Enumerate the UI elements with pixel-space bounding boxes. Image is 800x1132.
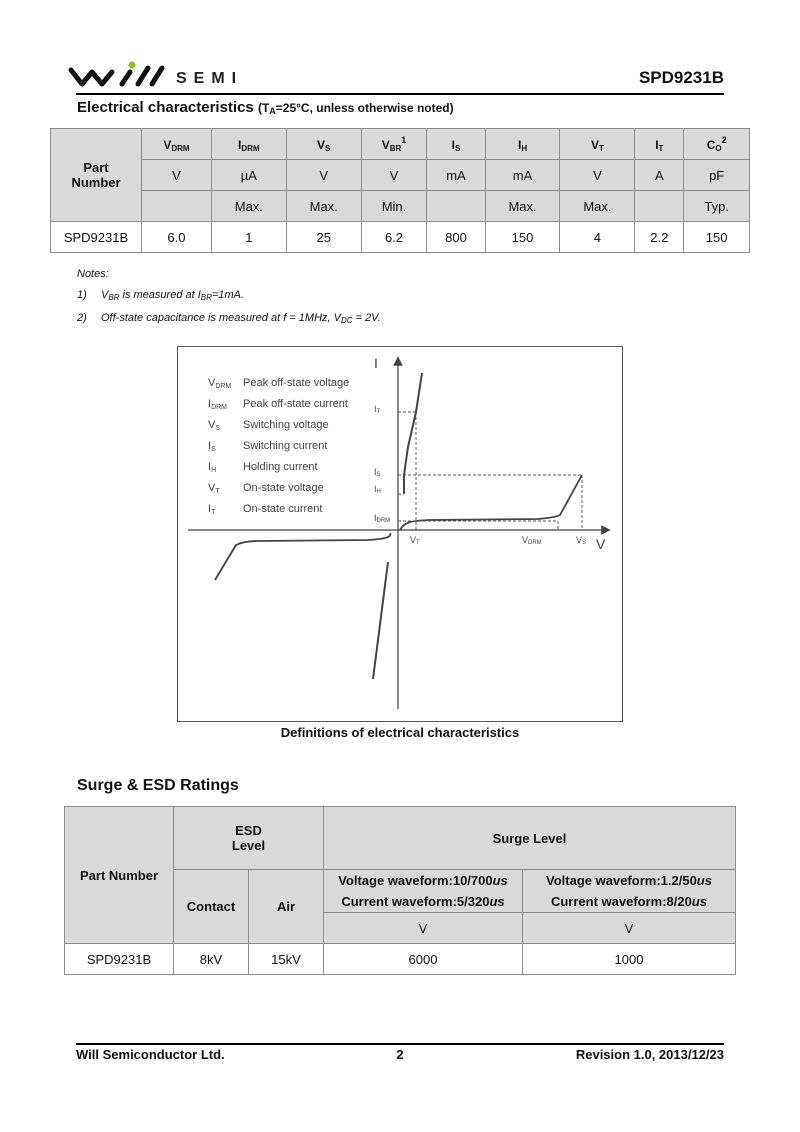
col-header: $C_O^2$ [684, 129, 750, 160]
electrical-characteristics-table [50, 128, 750, 253]
value-cell: 150 [684, 222, 750, 253]
surge-level-header: Surge Level [324, 807, 736, 870]
unit-cell: pF [684, 160, 750, 191]
unit-cell: V [142, 160, 212, 191]
footer-rule [76, 1043, 724, 1045]
unit-cell: µA [211, 160, 286, 191]
value-cell: 25 [286, 222, 361, 253]
value-cell: 1 [211, 222, 286, 253]
unit-cell: mA [427, 160, 485, 191]
surge1-cell: 6000 [324, 944, 523, 975]
unit-cell: V [324, 913, 523, 944]
value-cell: 150 [485, 222, 560, 253]
vdrm-label: VDRM [522, 535, 542, 546]
unit-cell: V [523, 913, 736, 944]
col-header: $V_T$ [560, 129, 635, 160]
guide-lines [398, 412, 582, 530]
value-cell: 6.0 [142, 222, 212, 253]
legend-row: $V_S$ Switching voltage [208, 419, 329, 432]
unit-cell: V [560, 160, 635, 191]
figure-caption: Definitions of electrical characteristics [280, 725, 520, 740]
limit-cell: Min. [361, 191, 427, 222]
unit-cell: V [286, 160, 361, 191]
waveform-1-header: Voltage waveform:10/700us Current waveform:5/320us [324, 870, 523, 913]
legend-row: $I_H$ Holding current [208, 461, 318, 474]
surge-section-title: Surge & ESD Ratings [77, 777, 239, 794]
table-row [65, 944, 736, 975]
limit-cell [427, 191, 485, 222]
limit-cell: Max. [211, 191, 286, 222]
idrm-label: IDRM [374, 513, 391, 524]
notes-block [77, 264, 381, 331]
limit-cell: Max. [560, 191, 635, 222]
col-header: $I_T$ [635, 129, 684, 160]
contact-header: Contact [174, 870, 249, 944]
note-item: 2) Off-state capacitance is measured at f = 1MHz, $V_{DC} = 2V$. [77, 312, 381, 325]
value-cell: 6.2 [361, 222, 427, 253]
value-cell: 800 [427, 222, 485, 253]
company-logo [68, 60, 268, 96]
footer-revision: Revision 1.0, 2013/12/23 [575, 1047, 724, 1062]
iv-characteristic-diagram [177, 346, 623, 722]
col-header: $I_S$ [427, 129, 485, 160]
unit-cell: mA [485, 160, 560, 191]
header-rule [76, 93, 724, 95]
i-axis-label: I [374, 355, 378, 371]
air-cell: 15kV [249, 944, 324, 975]
legend-row: $I_T$ On-state current [208, 503, 323, 516]
part-cell: SPD9231B [65, 944, 174, 975]
reverse-off-state-curve [215, 533, 390, 580]
it-label: IT [374, 404, 381, 415]
legend-row: $V_{DRM}$ Peak off-state voltage [208, 377, 350, 390]
surge-part-number-header: Part Number [65, 807, 174, 944]
limit-cell [635, 191, 684, 222]
electrical-condition: ($T_A=25^\circ C$, unless otherwise noted) [257, 101, 454, 116]
figure-legend [208, 375, 349, 522]
col-header: $V_S$ [286, 129, 361, 160]
unit-cell: V [361, 160, 427, 191]
reverse-on-state-curve [373, 562, 388, 679]
footer-company: Will Semiconductor Ltd. [76, 1047, 225, 1062]
col-header: $V_{DRM}$ [142, 129, 212, 160]
limit-cell: Max. [485, 191, 560, 222]
document-part-number: SPD9231B [638, 68, 724, 87]
electrical-title-text: Electrical characteristics [77, 99, 254, 116]
surge2-cell: 1000 [523, 944, 736, 975]
electrical-section-title [77, 99, 454, 116]
value-cell: 4 [560, 222, 635, 253]
legend-row: $I_S$ Switching current [208, 440, 328, 453]
contact-cell: 8kV [174, 944, 249, 975]
is-label: IS [374, 467, 381, 478]
on-state-curve [404, 373, 422, 494]
col-header: $I_H$ [485, 129, 560, 160]
col-header: $I_{DRM}$ [211, 129, 286, 160]
unit-cell: A [635, 160, 684, 191]
waveform-2-header: Voltage waveform:1.2/50us Current waveform:8/20us [523, 870, 736, 913]
logo-text: SEMI [176, 70, 244, 87]
ih-label: IH [374, 484, 381, 495]
vs-label: VS [576, 535, 587, 546]
table-row [51, 222, 750, 253]
limit-cell: Max. [286, 191, 361, 222]
footer-page-number: 2 [396, 1047, 404, 1062]
col-header: $V_{BR}^1$ [361, 129, 427, 160]
limit-cell: Typ. [684, 191, 750, 222]
off-state-curve [400, 475, 582, 530]
esd-level-header: ESD Level [174, 807, 324, 870]
limit-cell [142, 191, 212, 222]
air-header: Air [249, 870, 324, 944]
surge-esd-table [64, 806, 736, 975]
note-item: 1) $V_{BR}$ is measured at $I_{BR}=1mA$. [77, 289, 245, 302]
value-cell: 2.2 [635, 222, 684, 253]
notes-title: Notes: [77, 268, 109, 280]
v-axis-label: V [596, 536, 606, 552]
legend-row: $V_T$ On-state voltage [208, 482, 324, 495]
vt-label: VT [410, 535, 420, 546]
part-cell: SPD9231B [51, 222, 142, 253]
part-number-header: Part Number [51, 129, 142, 222]
legend-row: $I_{DRM}$ Peak off-state current [208, 398, 348, 411]
